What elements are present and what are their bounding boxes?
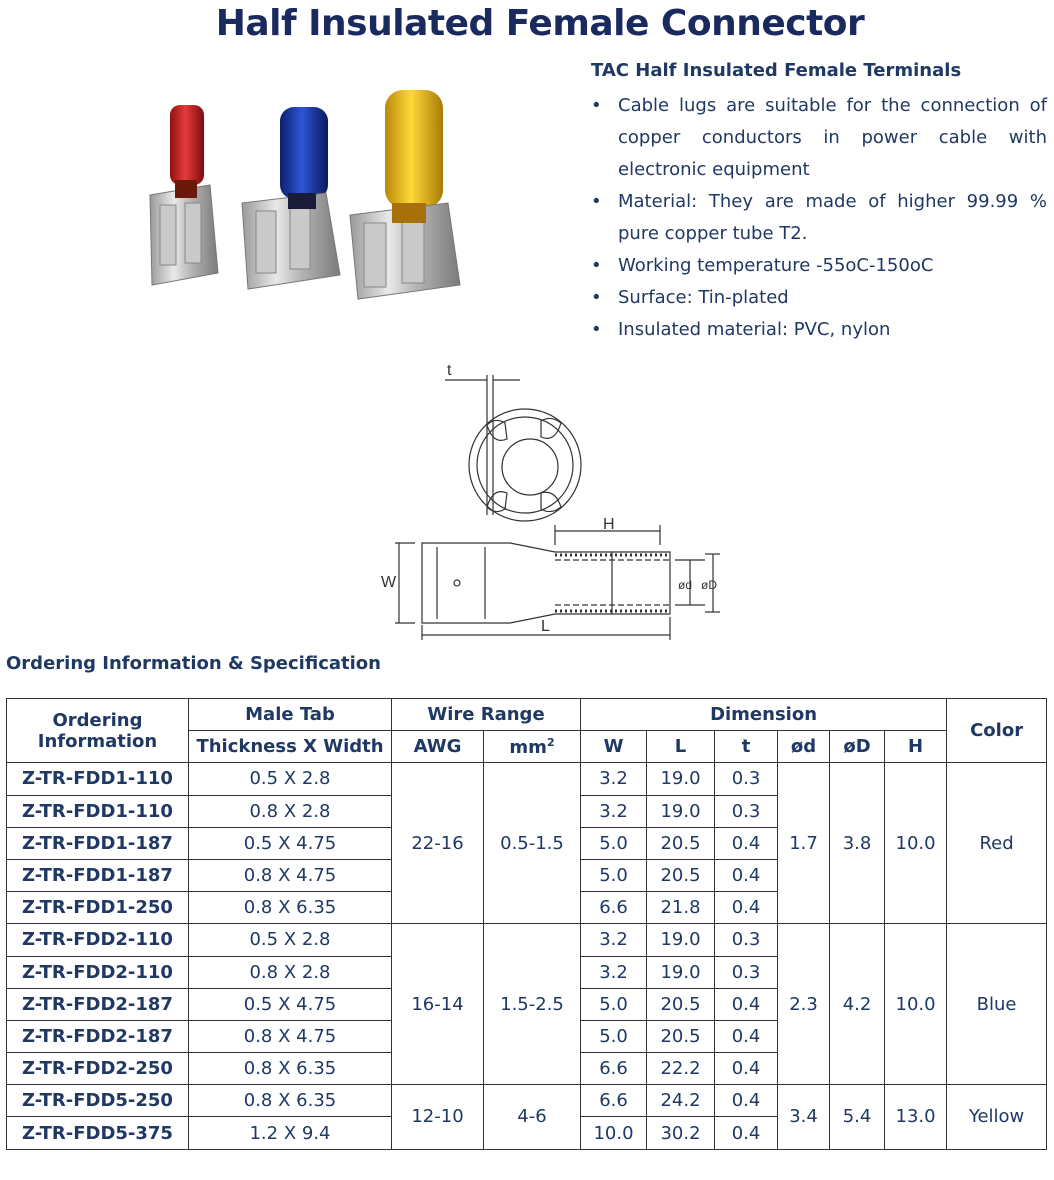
technical-drawing: [375, 355, 725, 645]
cell-t: 0.3: [715, 763, 778, 795]
cell-D: 3.8: [830, 763, 885, 924]
header-d: ød: [778, 731, 830, 763]
cell-t: 0.4: [715, 892, 778, 924]
cell-l: 20.5: [647, 827, 715, 859]
cell-w: 6.6: [581, 1085, 647, 1117]
label-D: øD: [701, 578, 717, 592]
header-awg: AWG: [392, 731, 484, 763]
cell-code: Z-TR-FDD2-110: [7, 956, 189, 988]
header-w: W: [581, 731, 647, 763]
cell-w: 5.0: [581, 859, 647, 891]
cell-w: 3.2: [581, 924, 647, 956]
cell-code: Z-TR-FDD2-110: [7, 924, 189, 956]
cell-tab: 0.8 X 2.8: [189, 956, 392, 988]
label-H: H: [603, 516, 615, 533]
table-row: [7, 1085, 1047, 1117]
cell-l: 19.0: [647, 763, 715, 795]
cell-w: 5.0: [581, 827, 647, 859]
label-d: ød: [678, 578, 693, 592]
cell-code: Z-TR-FDD1-187: [7, 859, 189, 891]
header-dimension: Dimension: [581, 699, 947, 731]
cell-t: 0.4: [715, 1117, 778, 1149]
cell-tab: 0.8 X 6.35: [189, 1085, 392, 1117]
cell-t: 0.4: [715, 827, 778, 859]
list-item: • Insulated material: PVC, nylon: [591, 314, 1047, 346]
list-item: • Working temperature -55oC-150oC: [591, 250, 1047, 282]
cell-w: 5.0: [581, 988, 647, 1020]
cell-t: 0.3: [715, 795, 778, 827]
header-male-tab: Male Tab: [189, 699, 392, 731]
cell-awg: 12-10: [392, 1085, 484, 1149]
cell-w: 3.2: [581, 956, 647, 988]
cell-t: 0.4: [715, 1085, 778, 1117]
header-mm2: $mm^2$: [484, 731, 581, 763]
cell-mm2: 1.5-2.5: [484, 924, 581, 1085]
label-L: L: [541, 618, 550, 635]
page-title: Half Insulated Female Connector: [215, 3, 865, 44]
cell-D: 4.2: [830, 924, 885, 1085]
cell-t: 0.4: [715, 1020, 778, 1052]
cell-code: Z-TR-FDD5-250: [7, 1085, 189, 1117]
cell-l: 20.5: [647, 988, 715, 1020]
cell-code: Z-TR-FDD5-375: [7, 1117, 189, 1149]
yellow-connector-image: [350, 90, 460, 299]
cell-color: Red: [947, 763, 1047, 924]
cell-awg: 22-16: [392, 763, 484, 924]
cell-tab: 1.2 X 9.4: [189, 1117, 392, 1149]
header-h: H: [885, 731, 947, 763]
cell-w: 6.6: [581, 1053, 647, 1085]
header-color: Color: [947, 699, 1047, 763]
table-row: [7, 924, 1047, 956]
cell-D: 5.4: [830, 1085, 885, 1149]
cell-w: 3.2: [581, 795, 647, 827]
cell-w: 6.6: [581, 892, 647, 924]
cell-l: 30.2: [647, 1117, 715, 1149]
cell-tab: 0.5 X 4.75: [189, 988, 392, 1020]
cell-color: Blue: [947, 924, 1047, 1085]
cell-code: Z-TR-FDD2-187: [7, 988, 189, 1020]
cell-w: 3.2: [581, 763, 647, 795]
cell-l: 19.0: [647, 956, 715, 988]
blue-connector-image: [242, 107, 340, 289]
cell-awg: 16-14: [392, 924, 484, 1085]
cell-d: 3.4: [778, 1085, 830, 1149]
cell-t: 0.4: [715, 1053, 778, 1085]
cell-l: 19.0: [647, 924, 715, 956]
cell-d: 1.7: [778, 763, 830, 924]
spec-heading: TAC Half Insulated Female Terminals: [591, 60, 962, 81]
cell-t: 0.3: [715, 924, 778, 956]
cell-t: 0.4: [715, 859, 778, 891]
cell-d: 2.3: [778, 924, 830, 1085]
cell-w: 5.0: [581, 1020, 647, 1052]
list-item: • Surface: Tin-plated: [591, 282, 1047, 314]
cell-code: Z-TR-FDD1-110: [7, 795, 189, 827]
connectors-photo: [130, 85, 570, 355]
cell-l: 20.5: [647, 1020, 715, 1052]
cell-tab: 0.5 X 2.8: [189, 763, 392, 795]
table-row: [7, 763, 1047, 795]
cell-h: 13.0: [885, 1085, 947, 1149]
cell-h: 10.0: [885, 763, 947, 924]
cell-tab: 0.5 X 4.75: [189, 827, 392, 859]
cell-t: 0.3: [715, 956, 778, 988]
header-wire-range: Wire Range: [392, 699, 581, 731]
spec-list: [591, 90, 1047, 346]
cell-tab: 0.5 X 2.8: [189, 924, 392, 956]
cell-code: Z-TR-FDD1-250: [7, 892, 189, 924]
cell-code: Z-TR-FDD2-250: [7, 1053, 189, 1085]
cell-l: 21.8: [647, 892, 715, 924]
cell-tab: 0.8 X 4.75: [189, 859, 392, 891]
list-item: • Material: They are made of higher 99.99 % pure copper tube T2.: [591, 186, 1047, 250]
cell-color: Yellow: [947, 1085, 1047, 1149]
cell-mm2: 4-6: [484, 1085, 581, 1149]
cell-l: 19.0: [647, 795, 715, 827]
cell-tab: 0.8 X 6.35: [189, 892, 392, 924]
spec-table: [6, 698, 1047, 1150]
cell-t: 0.4: [715, 988, 778, 1020]
label-t: t: [447, 362, 452, 379]
label-W: W: [381, 574, 397, 591]
cell-l: 24.2: [647, 1085, 715, 1117]
ordering-heading: Ordering Information & Specification: [6, 653, 381, 674]
cell-mm2: 0.5-1.5: [484, 763, 581, 924]
list-item: • Cable lugs are suitable for the connection of copper conductors in power cable with electronic equipment: [591, 90, 1047, 186]
cell-h: 10.0: [885, 924, 947, 1085]
cell-code: Z-TR-FDD1-110: [7, 763, 189, 795]
header-D: øD: [830, 731, 885, 763]
cell-code: Z-TR-FDD1-187: [7, 827, 189, 859]
header-t: t: [715, 731, 778, 763]
cell-code: Z-TR-FDD2-187: [7, 1020, 189, 1052]
header-l: L: [647, 731, 715, 763]
header-ordering: Ordering Information: [7, 699, 189, 763]
red-connector-image: [150, 105, 218, 285]
cell-tab: 0.8 X 4.75: [189, 1020, 392, 1052]
cell-tab: 0.8 X 2.8: [189, 795, 392, 827]
header-thickness-width: Thickness X Width: [189, 731, 392, 763]
cell-l: 22.2: [647, 1053, 715, 1085]
cell-l: 20.5: [647, 859, 715, 891]
cell-w: 10.0: [581, 1117, 647, 1149]
cell-tab: 0.8 X 6.35: [189, 1053, 392, 1085]
